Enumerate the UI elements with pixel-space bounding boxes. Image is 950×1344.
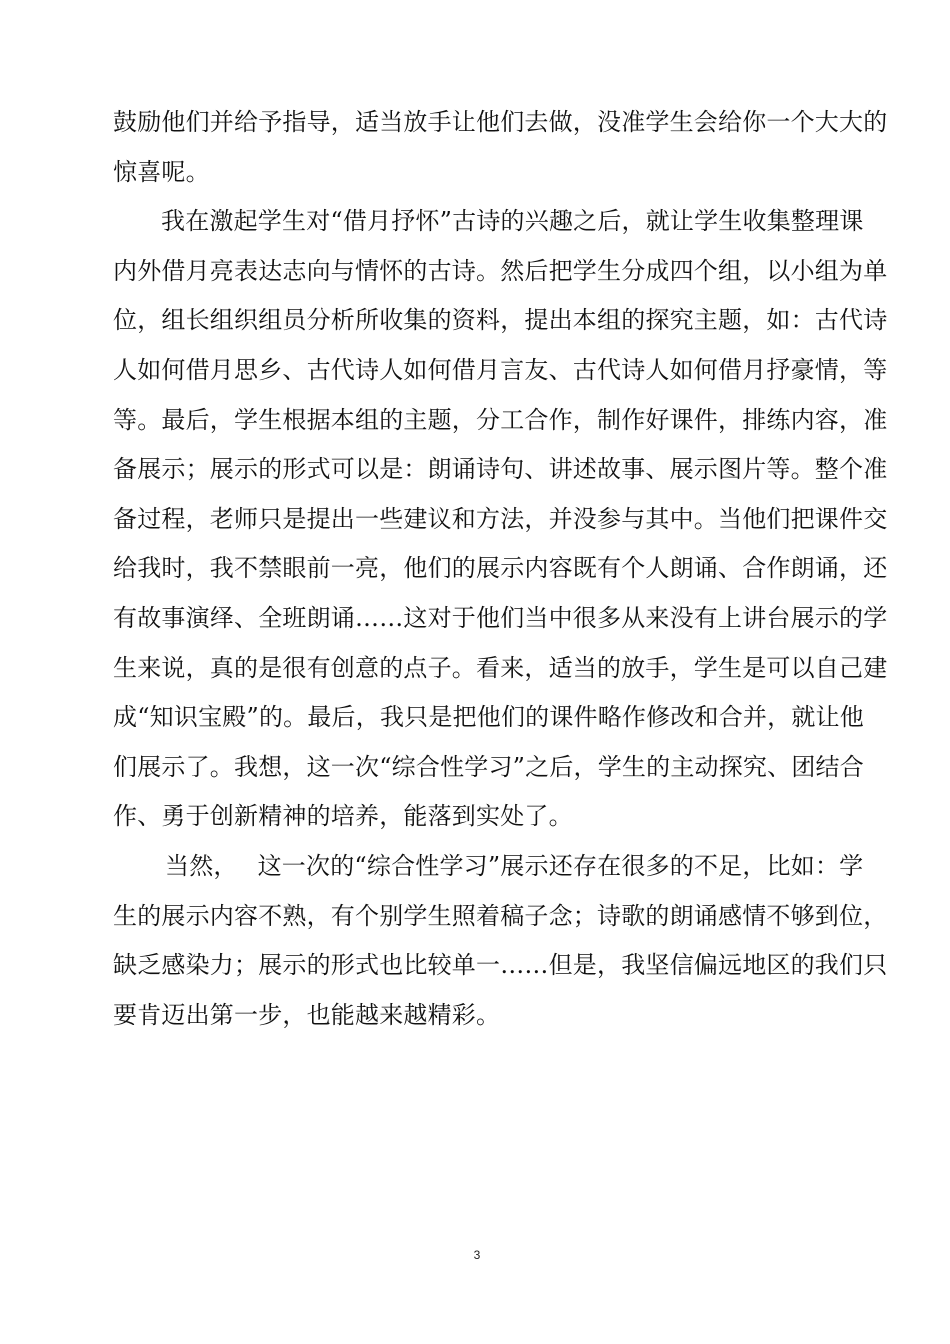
text-line: 位，组长组织组员分析所收集的资料，提出本组的探究主题，如：古代诗: [113, 306, 888, 335]
text-line: 作、勇于创新精神的培养，能落到实处了。: [113, 802, 573, 831]
text-run: 当然，: [165, 851, 238, 880]
page-number: 3: [473, 1248, 481, 1262]
text-line: 们展示了。我想，这一次“综合性学习”之后，学生的主动探究、团结合: [113, 752, 864, 781]
text-line: 人如何借月思乡、古代诗人如何借月言友、古代诗人如何借月抒豪情，等: [113, 355, 888, 384]
text-line: 备展示；展示的形式可以是：朗诵诗句、讲述故事、展示图片等。整个准: [113, 455, 888, 484]
text-line: 生的展示内容不熟，有个别学生照着稿子念；诗歌的朗诵感情不够到位，: [113, 901, 888, 930]
text-line: 惊喜呢。: [113, 157, 210, 186]
text-run: 我在激起学生对“借月抒怀”古诗的兴趣之后，就让学生收集整理课: [161, 207, 864, 236]
text-line: 给我时，我不禁眼前一亮，他们的展示内容既有个人朗诵、合作朗诵，还: [113, 554, 888, 583]
document-body: [113, 98, 888, 1040]
text-line: 成“知识宝殿”的。最后，我只是把他们的课件略作修改和合并，就让他: [113, 703, 864, 732]
text-line: 鼓励他们并给予指导，适当放手让他们去做，没准学生会给你一个大大的: [113, 108, 888, 136]
text-line: 缺乏感染力；展示的形式也比较单一……但是，我坚信偏远地区的我们只: [113, 951, 888, 980]
text-line: 要肯迈出第一步，也能越来越精彩。: [113, 1000, 501, 1029]
paragraph-first-line: [113, 197, 864, 247]
text-run: 这一次的“综合性学习”展示还存在很多的不足，比如：学: [257, 851, 864, 880]
paragraph-first-line: [113, 842, 864, 892]
text-line: 等。最后，学生根据本组的主题，分工合作，制作好课件，排练内容，准: [113, 405, 888, 434]
text-line: 有故事演绎、全班朗诵……这对于他们当中很多从来没有上讲台展示的学: [113, 603, 888, 632]
text-line: 内外借月亮表达志向与情怀的古诗。然后把学生分成四个组，以小组为单: [113, 256, 888, 285]
text-line: 生来说，真的是很有创意的点子。看来，适当的放手，学生是可以自己建: [113, 653, 888, 682]
text-line: 备过程，老师只是提出一些建议和方法，并没参与其中。当他们把课件交: [113, 504, 888, 533]
